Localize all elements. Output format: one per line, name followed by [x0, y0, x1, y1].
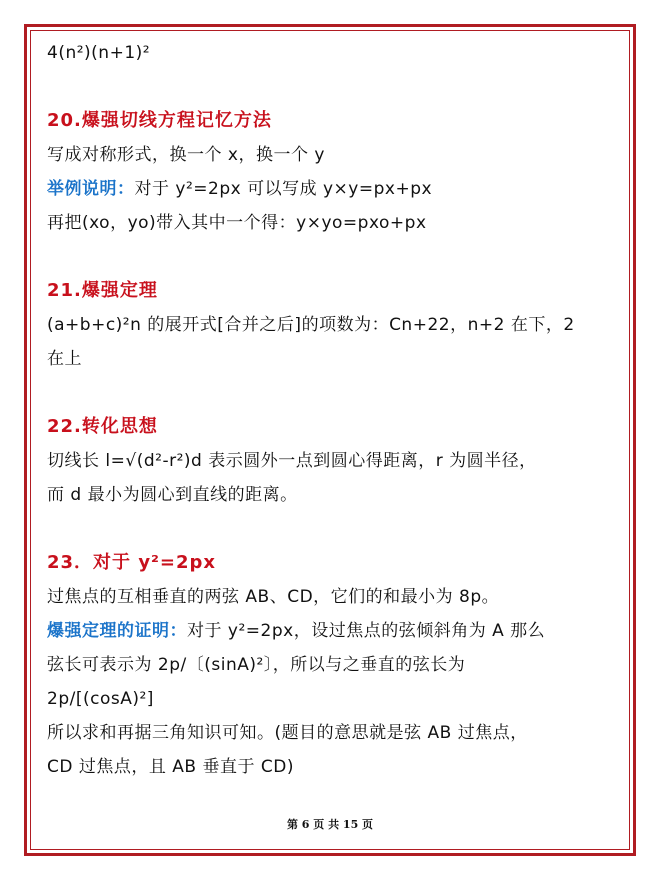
- section-22-line-1: 切线长 l=√(d²-r²)d 表示圆外一点到圆心得距离，r 为圆半径，: [47, 451, 537, 471]
- section-21-heading: 21.爆强定理: [47, 280, 158, 301]
- section-20-line-1: 写成对称形式，换一个 x，换一个 y: [47, 145, 325, 165]
- section-22-heading: 22.转化思想: [47, 416, 158, 437]
- section-22-line-2: 而 d 最小为圆心到直线的距离。: [47, 485, 298, 505]
- section-21-line-1: (a+b+c)²n 的展开式[合并之后]的项数为：Cn+22，n+2 在下，2: [47, 315, 575, 335]
- section-23-heading: 23．对于 y²=2px: [47, 552, 217, 573]
- example-label: 举例说明：: [47, 179, 135, 199]
- example-text: 对于 y²=2px 可以写成 y×y=px+px: [134, 179, 433, 199]
- section-22: [47, 410, 617, 512]
- section-20-heading: 20.爆强切线方程记忆方法: [47, 110, 272, 131]
- section-21: [47, 274, 617, 376]
- section-20-line-3: 再把(xo，yo)带入其中一个得：y×yo=pxo+px: [47, 213, 427, 233]
- section-20: [47, 104, 617, 240]
- section-21-line-2: 在上: [47, 349, 82, 369]
- proof-label: 爆强定理的证明：: [47, 621, 187, 641]
- page-number-footer: 第 6 页 共 15 页: [286, 818, 374, 831]
- page-content: [47, 36, 617, 784]
- intro-formula: 4(n²)(n+1)²: [47, 43, 151, 63]
- section-23-line-6: CD 过焦点，且 AB 垂直于 CD): [47, 757, 294, 777]
- proof-text: 对于 y²=2px，设过焦点的弦倾斜角为 A 那么: [187, 621, 546, 641]
- section-23-proof: [47, 614, 617, 648]
- section-23-line-1: 过焦点的互相垂直的两弦 AB、CD，它们的和最小为 8p。: [47, 587, 500, 607]
- section-23-line-5: 所以求和再据三角知识可知。(题目的意思就是弦 AB 过焦点，: [47, 723, 528, 743]
- section-20-example: [47, 172, 617, 206]
- section-23: [47, 546, 617, 784]
- section-23-line-3: 弦长可表示为 2p/〔(sinA)²〕，所以与之垂直的弦长为: [47, 655, 466, 675]
- section-23-line-4: 2p/[(cosA)²]: [47, 689, 154, 709]
